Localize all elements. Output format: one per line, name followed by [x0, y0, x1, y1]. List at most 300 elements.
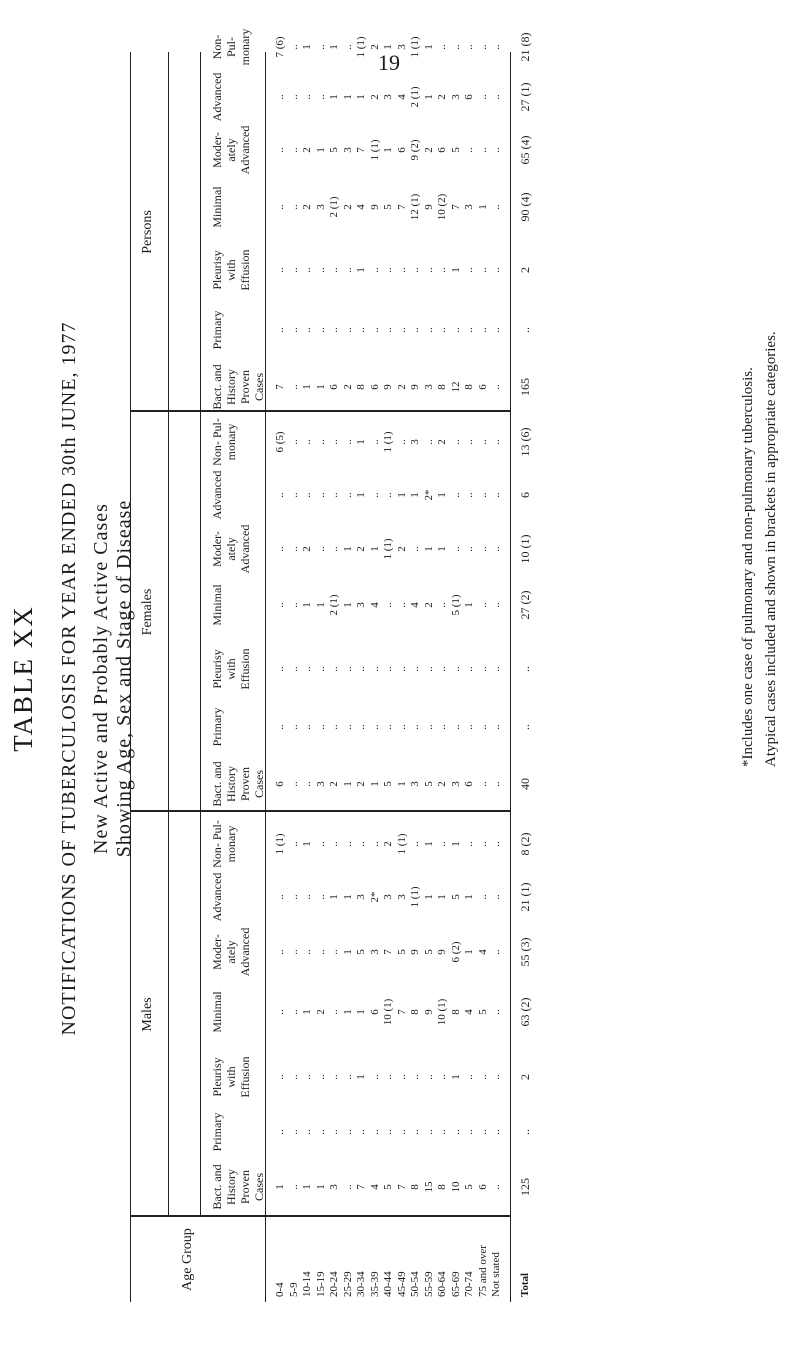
table-cell: ..	[355, 724, 367, 730]
table-cell: 6	[274, 781, 286, 787]
table-cell: ..	[463, 327, 475, 333]
table-cell: ..	[314, 267, 327, 273]
table-cell: ..	[476, 666, 489, 672]
table-cell: 1 (1)	[274, 833, 286, 855]
table-cell: 1	[314, 1184, 327, 1190]
header-minimal: Minimal	[210, 991, 224, 1033]
table-cell: ..	[490, 949, 502, 955]
table-cell: 5	[449, 894, 462, 900]
footnote-atypical: Atypical cases included and shown in brackets in appropriate categories.	[763, 331, 779, 767]
table-cell: 6 (5)	[274, 431, 286, 453]
table-cell: 1	[395, 492, 408, 498]
table-cell: ..	[436, 1074, 448, 1080]
table-rule-bottom	[510, 52, 511, 1302]
table-cell: ..	[409, 1074, 421, 1080]
table-cell: ..	[328, 949, 340, 955]
table-cell: ..	[476, 147, 489, 153]
table-cell: 4	[355, 204, 367, 210]
table-cell: 7 (6)	[274, 36, 286, 58]
table-cell: 9	[409, 384, 421, 390]
table-cell: 1	[314, 384, 327, 390]
table-cell: ..	[476, 546, 489, 552]
header-pleurisy: Pleurisy with Effusion	[210, 1056, 252, 1098]
table-cell: ..	[301, 1074, 313, 1080]
table-cell: ..	[382, 1129, 394, 1135]
table-cell: ..	[287, 949, 300, 955]
table-cell: ..	[436, 44, 448, 50]
table-cell: 1	[314, 602, 327, 608]
table-cell: ..	[287, 1184, 300, 1190]
table-cell: ..	[476, 602, 489, 608]
table-cell: 5	[382, 204, 394, 210]
table-title: TABLE XX	[8, 605, 38, 752]
table-cell: 7	[355, 1184, 367, 1190]
table-cell: ..	[409, 546, 421, 552]
table-cell: 5	[422, 949, 435, 955]
total-cell: 10 (1)	[518, 534, 532, 564]
table-cell: ..	[287, 546, 300, 552]
table-cell: 1	[301, 602, 313, 608]
table-cell: 1	[395, 781, 408, 787]
table-cell: ..	[287, 781, 300, 787]
table-cell: 1	[422, 94, 435, 100]
table-cell: 1	[449, 1074, 462, 1080]
age-group-label: 20-24	[328, 1271, 340, 1297]
table-cell: 3	[328, 1184, 340, 1190]
table-cell: 1	[341, 1009, 354, 1015]
table-cell: ..	[382, 492, 394, 498]
total-cell: 65 (4)	[518, 135, 532, 165]
table-cell: 9 (2)	[409, 139, 421, 161]
table-cell: ..	[490, 602, 502, 608]
table-cell: ..	[341, 724, 354, 730]
table-cell: 5	[476, 1009, 489, 1015]
header-advanced: Advanced	[210, 470, 224, 520]
table-cell: 5	[382, 781, 394, 787]
table-cell: ..	[476, 44, 489, 50]
table-cell: 6 (2)	[449, 941, 462, 963]
table-cell: 1	[341, 94, 354, 100]
table-cell: ..	[476, 894, 489, 900]
total-cell: 6	[518, 492, 532, 498]
total-cell: 2	[518, 267, 532, 273]
table-cell: ..	[301, 781, 313, 787]
age-group-label: 55-59	[422, 1271, 435, 1297]
table-cell: ..	[274, 1129, 286, 1135]
table-cell: 3	[449, 94, 462, 100]
table-cell: ..	[328, 327, 340, 333]
table-cell: 2	[341, 204, 354, 210]
table-cell: 6	[368, 1009, 381, 1015]
table-cell: ..	[382, 602, 394, 608]
table-cell: 8	[449, 1009, 462, 1015]
table-cell: 12 (1)	[409, 193, 421, 221]
table-cell: ..	[395, 327, 408, 333]
table-cell: ..	[328, 546, 340, 552]
table-cell: ..	[301, 894, 313, 900]
total-cell: ..	[518, 724, 532, 730]
total-label: Total	[519, 1272, 531, 1297]
table-cell: 1	[355, 94, 367, 100]
table-cell: 5	[463, 1184, 475, 1190]
table-cell: ..	[436, 841, 448, 847]
table-cell: ..	[287, 327, 300, 333]
subtitle-line3: Showing Age, Sex and Stage of Disease	[113, 499, 135, 858]
header-persons: Persons	[140, 210, 155, 254]
table-cell: 5	[395, 949, 408, 955]
table-cell: 1 (1)	[355, 36, 367, 58]
total-cell: 21 (8)	[518, 32, 532, 62]
table-cell: 1	[341, 894, 354, 900]
table-cell: 5	[355, 949, 367, 955]
table-cell: ..	[463, 44, 475, 50]
table-cell: ..	[490, 204, 502, 210]
table-cell: 8	[409, 1184, 421, 1190]
table-cell: 7	[395, 1009, 408, 1015]
table-cell: ..	[490, 44, 502, 50]
total-cell: 40	[518, 778, 532, 790]
table-cell: 3	[395, 894, 408, 900]
table-cell: ..	[274, 602, 286, 608]
table-cell: ..	[368, 267, 381, 273]
table-cell: 2	[382, 841, 394, 847]
table-cell: ..	[476, 724, 489, 730]
table-cell: ..	[328, 492, 340, 498]
table-cell: ..	[476, 492, 489, 498]
table-cell: 6	[328, 384, 340, 390]
table-cell: ..	[328, 267, 340, 273]
age-group-label: 35-39	[368, 1271, 381, 1297]
table-cell: ..	[287, 44, 300, 50]
table-cell: ..	[490, 666, 502, 672]
table-cell: ..	[463, 1129, 475, 1135]
table-cell: ..	[314, 44, 327, 50]
total-cell: 63 (2)	[518, 997, 532, 1027]
table-cell: 2	[301, 546, 313, 552]
table-cell: 3	[368, 949, 381, 955]
table-cell: ..	[314, 894, 327, 900]
table-cell: ..	[490, 327, 502, 333]
table-cell: 3	[341, 147, 354, 153]
header-pleurisy: Pleurisy with Effusion	[210, 249, 252, 291]
table-cell: 4	[395, 94, 408, 100]
table-cell: 7	[274, 384, 286, 390]
table-cell: 2 (1)	[328, 196, 340, 218]
table-cell: ..	[463, 666, 475, 672]
header-bact: Bact. and History Proven Cases	[210, 364, 266, 410]
header-moderately-advanced: Moder- ately Advanced	[210, 927, 252, 977]
table-cell: 1	[355, 492, 367, 498]
table-cell: 6	[476, 384, 489, 390]
table-cell: ..	[490, 267, 502, 273]
table-cell: 6	[395, 147, 408, 153]
table-cell: ..	[476, 94, 489, 100]
total-cell: ..	[518, 327, 532, 333]
table-cell: ..	[301, 439, 313, 445]
table-cell: 1	[463, 894, 475, 900]
table-cell: 3	[382, 94, 394, 100]
table-cell: ..	[436, 267, 448, 273]
table-cell: 6	[463, 781, 475, 787]
table-cell: 10 (1)	[436, 998, 448, 1026]
age-group-label: Not stated	[490, 1252, 502, 1297]
table-cell: 2	[395, 384, 408, 390]
table-cell: 4	[368, 1184, 381, 1190]
table-cell: ..	[463, 841, 475, 847]
table-cell: 5	[422, 781, 435, 787]
table-cell: ..	[409, 1129, 421, 1135]
table-cell: 8	[355, 384, 367, 390]
table-cell: 8	[463, 384, 475, 390]
table-cell: 1 (1)	[382, 431, 394, 453]
table-cell: 4	[409, 602, 421, 608]
table-cell: ..	[287, 894, 300, 900]
table-cell: ..	[341, 1074, 354, 1080]
table-cell: ..	[328, 1074, 340, 1080]
table-cell: ..	[436, 724, 448, 730]
table-cell: ..	[287, 1009, 300, 1015]
header-moderately-advanced: Moder- ately Advanced	[210, 524, 252, 574]
table-cell: ..	[490, 1184, 502, 1190]
table-cell: 7	[355, 147, 367, 153]
table-cell: ..	[274, 546, 286, 552]
table-cell: ..	[490, 1074, 502, 1080]
table-cell: 1	[436, 894, 448, 900]
total-cell: 8 (2)	[518, 832, 532, 856]
table-cell: ..	[314, 666, 327, 672]
table-cell: ..	[409, 267, 421, 273]
table-cell: ..	[490, 724, 502, 730]
table-rule-body	[265, 52, 266, 1302]
table-cell: ..	[355, 841, 367, 847]
table-cell: ..	[314, 1129, 327, 1135]
table-cell: ..	[301, 267, 313, 273]
table-cell: ..	[436, 602, 448, 608]
table-cell: 1	[449, 267, 462, 273]
table-cell: ..	[355, 666, 367, 672]
table-cell: ..	[301, 492, 313, 498]
table-cell: ..	[476, 1129, 489, 1135]
table-cell: ..	[328, 439, 340, 445]
table-cell: ..	[301, 94, 313, 100]
total-cell: 165	[518, 378, 532, 396]
total-cell: 55 (3)	[518, 937, 532, 967]
table-cell: 3	[355, 602, 367, 608]
table-cell: ..	[476, 781, 489, 787]
table-cell: ..	[287, 724, 300, 730]
table-cell: 2	[328, 781, 340, 787]
header-primary: Primary	[210, 310, 224, 350]
table-cell: ..	[341, 492, 354, 498]
table-rule-pulmonary	[200, 52, 201, 1217]
table-cell: 1	[422, 894, 435, 900]
table-cell: ..	[463, 439, 475, 445]
total-cell: 125	[518, 1178, 532, 1196]
table-cell: ..	[355, 1129, 367, 1135]
table-cell: 5 (1)	[449, 594, 462, 616]
table-cell: ..	[422, 1129, 435, 1135]
table-cell: ..	[368, 327, 381, 333]
table-cell: 2 (1)	[328, 594, 340, 616]
table-cell: ..	[314, 327, 327, 333]
table-cell: ..	[287, 94, 300, 100]
table-cell: 1	[341, 602, 354, 608]
table-cell: ..	[287, 492, 300, 498]
table-cell: ..	[463, 147, 475, 153]
total-cell: ..	[518, 1129, 532, 1135]
table-cell: ..	[274, 267, 286, 273]
table-cell: ..	[341, 439, 354, 445]
table-cell: ..	[490, 894, 502, 900]
table-cell: ..	[449, 666, 462, 672]
subtitle-line2: New Active and Probably Active Cases	[90, 503, 112, 854]
table-cell: ..	[328, 1129, 340, 1135]
table-cell: ..	[382, 666, 394, 672]
table-rule-header	[168, 52, 169, 1217]
table-cell: 6	[368, 384, 381, 390]
table-cell: ..	[274, 1009, 286, 1015]
table-cell: ..	[490, 1129, 502, 1135]
table-cell: ..	[382, 267, 394, 273]
total-cell: 21 (1)	[518, 882, 532, 912]
table-cell: 1	[341, 949, 354, 955]
age-group-label: 25-29	[341, 1271, 354, 1297]
table-cell: 10 (1)	[382, 998, 394, 1026]
table-cell: 2	[314, 1009, 327, 1015]
table-cell: ..	[314, 1074, 327, 1080]
header-advanced: Advanced	[210, 72, 224, 122]
header-pleurisy: Pleurisy with Effusion	[210, 648, 252, 690]
table-cell: ..	[449, 327, 462, 333]
table-cell: 7	[449, 204, 462, 210]
table-cell: 2	[301, 147, 313, 153]
table-cell: ..	[395, 267, 408, 273]
table-cell: ..	[274, 204, 286, 210]
table-cell: ..	[449, 546, 462, 552]
table-cell: ..	[341, 666, 354, 672]
table-cell: ..	[490, 781, 502, 787]
table-cell: 9	[422, 1009, 435, 1015]
table-cell: 2	[341, 384, 354, 390]
table-cell: 3	[463, 204, 475, 210]
table-cell: ..	[490, 147, 502, 153]
table-cell: ..	[274, 949, 286, 955]
table-cell: 1	[476, 204, 489, 210]
table-cell: ..	[287, 602, 300, 608]
header-minimal: Minimal	[210, 186, 224, 228]
table-cell: ..	[449, 492, 462, 498]
table-cell: 5	[328, 147, 340, 153]
table-cell: ..	[287, 204, 300, 210]
table-cell: ..	[395, 1129, 408, 1135]
age-group-label: 5-9	[287, 1282, 300, 1297]
table-cell: 1	[355, 439, 367, 445]
table-cell: ..	[382, 327, 394, 333]
table-cell: 8	[409, 1009, 421, 1015]
table-cell: ..	[436, 327, 448, 333]
age-group-label: 15-19	[314, 1271, 327, 1297]
table-cell: ..	[301, 724, 313, 730]
table-cell: ..	[368, 666, 381, 672]
table-cell: ..	[449, 439, 462, 445]
table-cell: ..	[355, 327, 367, 333]
table-cell: 1	[422, 841, 435, 847]
table-cell: ..	[422, 666, 435, 672]
table-cell: ..	[382, 1074, 394, 1080]
table-cell: 8	[436, 384, 448, 390]
table-cell: ..	[382, 724, 394, 730]
table-cell: ..	[409, 841, 421, 847]
table-cell: ..	[328, 666, 340, 672]
table-cell: ..	[274, 327, 286, 333]
table-cell: 1	[436, 546, 448, 552]
table-cell: ..	[368, 492, 381, 498]
table-cell: 1	[409, 492, 421, 498]
table-subtitle: NOTIFICATIONS OF TUBERCULOSIS FOR YEAR ENDED 30th JUNE, 1977	[58, 321, 80, 1036]
table-cell: ..	[422, 439, 435, 445]
table-cell: ..	[409, 666, 421, 672]
table-cell: ..	[287, 1074, 300, 1080]
table-cell: 4	[463, 1009, 475, 1015]
table-cell: 2	[436, 439, 448, 445]
table-cell: 10 (2)	[436, 193, 448, 221]
table-cell: 9	[409, 949, 421, 955]
table-cell: ..	[287, 666, 300, 672]
table-cell: ..	[490, 1009, 502, 1015]
total-cell: 90 (4)	[518, 192, 532, 222]
table-rule-top	[130, 52, 131, 1302]
table-cell: ..	[368, 439, 381, 445]
table-cell: ..	[341, 44, 354, 50]
table-cell: 3	[409, 781, 421, 787]
age-group-label: 10-14	[301, 1271, 313, 1297]
total-cell: 2	[518, 1074, 532, 1080]
header-females: Females	[140, 588, 155, 636]
table-cell: ..	[395, 724, 408, 730]
table-cell: 2*	[422, 489, 435, 501]
age-group-label: 65-69	[449, 1271, 462, 1297]
header-primary: Primary	[210, 707, 224, 747]
header-primary: Primary	[210, 1112, 224, 1152]
table-cell: 1	[301, 384, 313, 390]
table-cell: ..	[490, 439, 502, 445]
table-cell: ..	[436, 666, 448, 672]
table-cell: 2	[436, 94, 448, 100]
table-cell: 1	[301, 841, 313, 847]
table-cell: 3	[314, 781, 327, 787]
table-cell: ..	[368, 1129, 381, 1135]
header-males: Males	[140, 997, 155, 1032]
table-cell: 9	[368, 204, 381, 210]
table-cell: 1 (1)	[395, 833, 408, 855]
table-cell: 7	[382, 949, 394, 955]
page-number: 19	[378, 50, 400, 75]
table-cell: ..	[422, 327, 435, 333]
header-advanced: Advanced	[210, 872, 224, 922]
table-cell: ..	[274, 492, 286, 498]
table-cell: 10	[449, 1181, 462, 1193]
table-cell: ..	[490, 841, 502, 847]
table-cell: 1	[328, 94, 340, 100]
table-cell: 2*	[368, 891, 381, 903]
table-cell: ..	[314, 492, 327, 498]
total-cell: ..	[518, 666, 532, 672]
table-cell: 2	[355, 781, 367, 787]
table-cell: 6	[476, 1184, 489, 1190]
table-cell: 1	[301, 44, 313, 50]
table-cell: ..	[436, 1129, 448, 1135]
table-cell: 2 (1)	[409, 86, 421, 108]
